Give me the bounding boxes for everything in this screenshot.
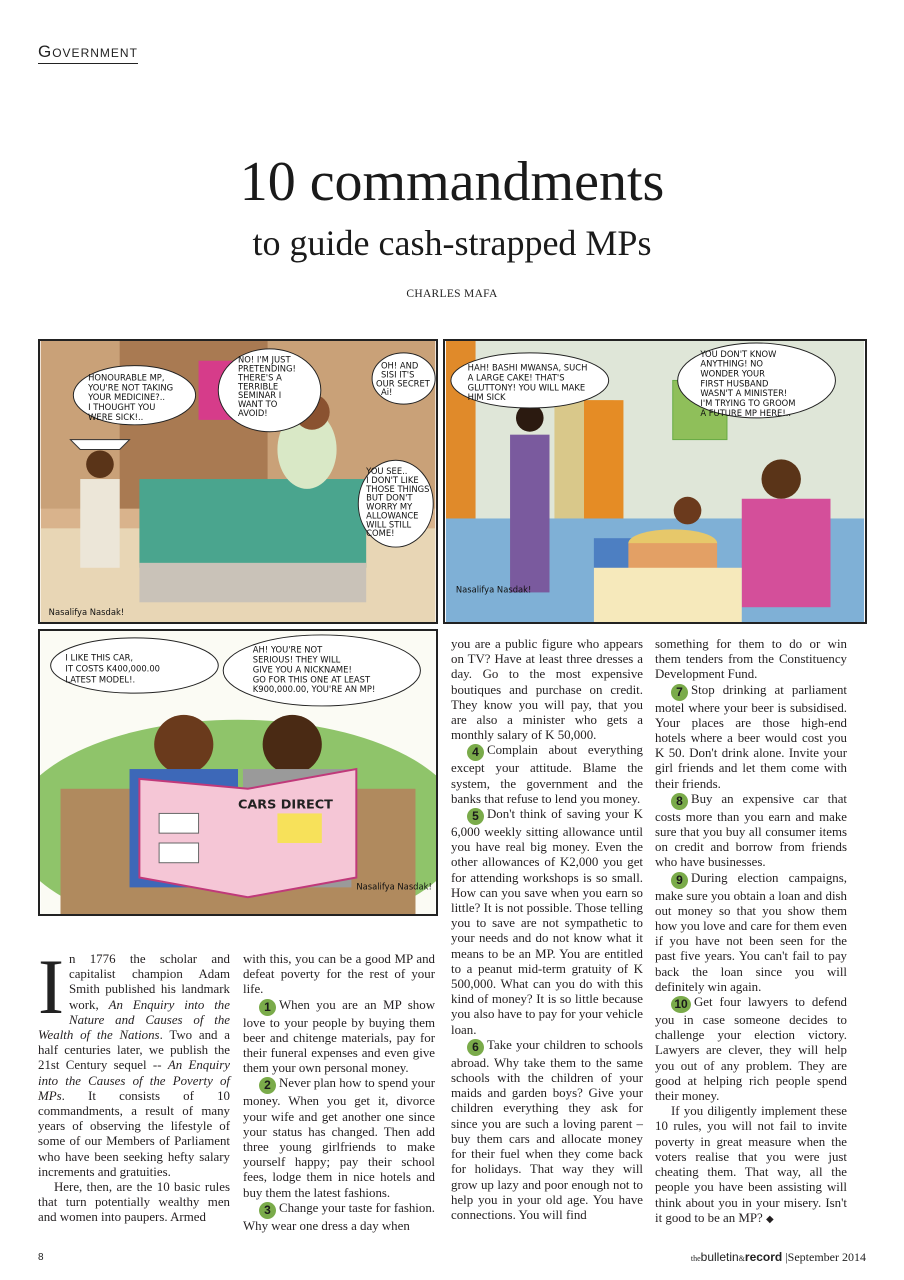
panel2-mp-speech: YOU DON'T KNOW ANYTHING! NO WONDER YOUR FIRST HUSBAND WASN'T A MINISTER! I'M TRYING TO GROOM A FUTURE MP HERE!..: [700, 348, 796, 418]
commandment-number-badge: 8: [671, 793, 688, 810]
article-column-2: [243, 952, 435, 1234]
end-mark-icon: ◆: [766, 1213, 774, 1225]
article-column-3: [451, 637, 643, 1223]
commandment-number-badge: 10: [671, 996, 691, 1013]
commandment-5: 5 Don't think of saving your K 6,000 weekly sitting allowance until you have real big money. Even the other allowances of K2,000 you get for attending workshops is so small. How can you save when you earn so little? It is not possible. Those telling you to save are not sympathetic to your needs and do not know what it means to be an MP. You are entitled to a peanut mid-term gratuity of K 500,000. What can you do with this kind of money? It is so little because you also have to pay for your vehicle loan.: [451, 807, 643, 1037]
paragraph-continuation: you are a public figure who appears on TV? Have at least three dresses a day. Go to the most expensive boutiques and purchase on credit. They know you will pay, that you are also a minister who gets a monthly salary of K 50,000.: [451, 637, 643, 743]
page-number: 8: [38, 1252, 44, 1263]
cartoon-cake-illustration: [445, 341, 865, 622]
cartoon-panel-hospital: [38, 339, 438, 624]
commandment-number-badge: 4: [467, 744, 484, 761]
cartoon-panel-cake: [443, 339, 867, 624]
newspaper-title: CARS DIRECT: [238, 797, 333, 813]
commandment-9: 9 During election campaigns, make sure you obtain a loan and dish out money so that you show them how you love and care for them even if you have not been seen for the past five years. You can't fail to pay back the loan since you will definitely win again.: [655, 870, 847, 994]
panel3-left-speech: I LIKE THIS CAR, IT COSTS K400,000.00 LATEST MODEL!.: [65, 652, 160, 685]
commandment-number-badge: 6: [467, 1039, 484, 1056]
article-title: 10 commandments: [239, 151, 665, 213]
commandment-number-badge: 3: [259, 1202, 276, 1219]
magazine-name-record: record: [744, 1250, 783, 1264]
magazine-name-bulletin: bulletin: [700, 1250, 739, 1264]
article-byline: CHARLES MAFA: [406, 288, 498, 300]
commandment-3: 3 Change your taste for fashion. Why wear one dress a day when: [243, 1200, 435, 1233]
cartoon-hospital-illustration: [40, 341, 436, 622]
panel1-nurse-speech: HONOURABLE MP, YOU'RE NOT TAKING YOUR MEDICINE?.. I THOUGHT YOU WERE SICK!..: [88, 372, 174, 422]
section-label: Government: [38, 42, 138, 64]
paragraph-rules-intro: Here, then, are the 10 basic rules that turn potentially wealthy men and women into paupers. Armed: [38, 1180, 230, 1225]
commandment-8: 8 Buy an expensive car that costs more than you earn and make sure that you buy all consumer items on credit and borrow from friends who have businesses.: [655, 791, 847, 870]
magazine-name-the: the: [690, 1254, 701, 1263]
intro-paragraph: In 1776 the scholar and capitalist champion Adam Smith published his landmark work, An Enquiry into the Nature and Causes of the Wealth of the Nations. Two and a half centuries later, we publish the 21st Century sequel -- An Enquiry into the Causes of the Poverty of MPs. It consists of 10 commandments, a result of many years of observing the lifestyle of some of our Members of Parliament who have been seeking hefty salary increments and gratuities.: [38, 943, 230, 1179]
closing-paragraph: If you diligently implement these 10 rules, you will not fail to invite poverty in great measure when the voters realise that you were just cheating them. That way, all the people you have been assisting will think about you in your misery. Isn't it good to be an MP? ◆: [655, 1104, 847, 1225]
commandment-4: 4 Complain about everything except your attitude. Blame the system, the government and the banks that refuse to lend you money.: [451, 743, 643, 806]
commandment-number-badge: 9: [671, 872, 688, 889]
commandment-6: 6 Take your children to schools abroad. Why take them to the same schools with the children of your maids and garden boys? Give your children everything they ask for since you are such a loving parent – buy them cars and allocate money for their fuel when they come back for holidays. That way they will grow up lazy and poor enough not to help you in your old age. You have connections. You will find: [451, 1037, 643, 1222]
panel3-right-speech: AH! YOU'RE NOT SERIOUS! THEY WILL GIVE YOU A NICKNAME! GO FOR THIS ONE AT LEAST K900,000.00, YOU'RE AN MP!: [252, 644, 376, 695]
panel3-signature: Nasalifya Nasdak!: [356, 881, 432, 892]
commandment-2: 2 Never plan how to spend your money. When you get it, divorce your wife and get another one since your status has changed. Then add three young girlfriends to make yourself happy; pay their school fees, lodge them in nice hotels and buy them the latest fashions.: [243, 1076, 435, 1200]
panel1-mp-speech: NO! I'M JUST PRETENDING! THERE'S A TERRIBLE SEMINAR I WANT TO AVOID!: [238, 354, 296, 418]
magazine-name-amp: &: [738, 1254, 745, 1263]
commandment-number-badge: 1: [259, 999, 276, 1016]
panel2-signature: Nasalifya Nasdak!: [455, 584, 532, 595]
cartoon-cars-illustration: [40, 631, 436, 914]
commandment-10: 10 Get four lawyers to defend you in case someone decides to challenge your election victory. Lawyers are clever, they will help you out of any problem. They are good at helping rich people spend their money.: [655, 995, 847, 1104]
commandment-1: 1 When you are an MP show love to your people by buying them beer and chitenge materials, pay for their funeral expenses and even give them your own personal money.: [243, 997, 435, 1076]
article-subtitle: to guide cash-strapped MPs: [252, 223, 652, 263]
commandment-number-badge: 7: [671, 684, 688, 701]
commandment-number-badge: 2: [259, 1077, 276, 1094]
drop-cap: I: [38, 943, 64, 1030]
panel1-nurse-reply: OH! AND SISI IT'S OUR SECRET Ai!: [376, 360, 430, 398]
panel1-signature: Nasalifya Nasdak!: [48, 607, 125, 618]
magazine-footer: thebulletin&record |September 2014: [690, 1250, 866, 1264]
panel2-wife-speech: HAH! BASHI MWANSA, SUCH A LARGE CAKE! THAT'S GLUTTONY! YOU WILL MAKE HIM SICK: [467, 362, 588, 403]
paragraph-continuation: something for them to do or win them tenders from the Constituency Development Fund.: [655, 637, 847, 682]
paragraph-continuation: with this, you can be a good MP and defeat poverty for the rest of your life.: [243, 952, 435, 997]
article-column-1: [38, 943, 230, 1226]
article-column-4: [655, 637, 847, 1227]
commandment-number-badge: 5: [467, 808, 484, 825]
cartoon-panel-cars: [38, 629, 438, 916]
issue-date: September 2014: [787, 1250, 866, 1264]
panel1-mp-reply: YOU SEE.. I DON'T LIKE THOSE THINGS BUT DON'T WORRY MY ALLOWANCE WILL STILL COME!: [366, 466, 430, 539]
commandment-7: 7 Stop drinking at parliament motel where your beer is subsidised. Your places are those high-end hotels where a beer would cost you K 50. Don't drink alone. Invite your girl friends and let them come with their friends.: [655, 682, 847, 791]
